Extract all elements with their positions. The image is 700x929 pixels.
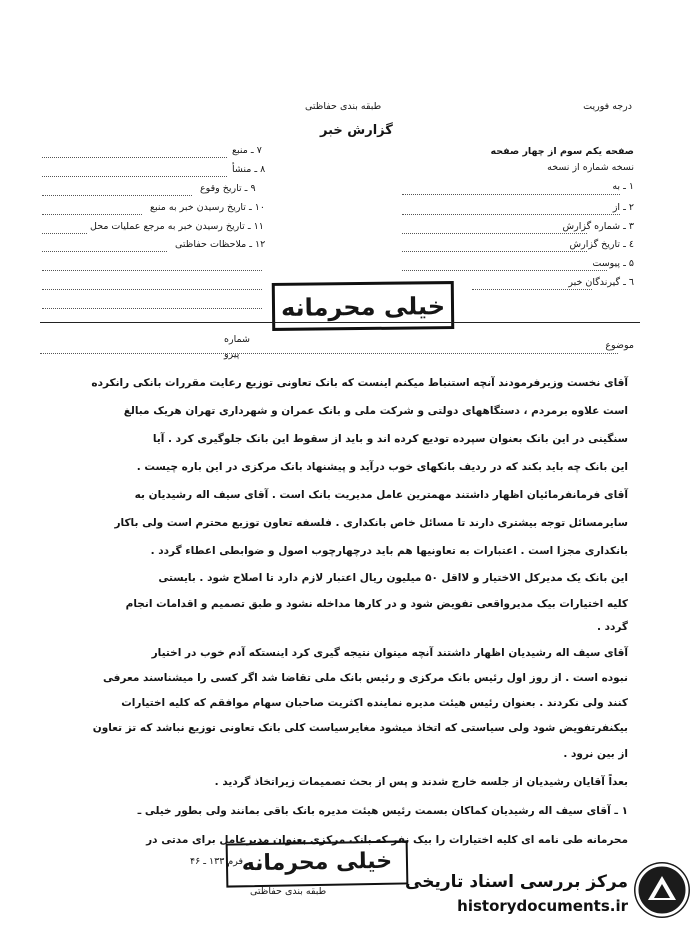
body-line: کنند ولی نکردند . بعنوان رئیس هیئت مدیره نماینده اکثریت صاحبان سهام موافقم که کلیه اختیارات: [121, 697, 628, 709]
field-attachment: ۵ ـ پیوست: [592, 258, 634, 269]
body-line: بیکنفرتفویض شود ولی سیاستی که اتخاذ میشود مغایرسیاست کلی بانک تعاونی توزیع نباشد که تز تعاون: [92, 722, 628, 734]
classification-label: طبقه بندی حفاظتی: [305, 101, 382, 112]
body-line: این بانک یک مدیرکل الاختیار و لااقل ۵۰ میلیون ریال اعتبار لازم دارد تا اصلاح شود . بایستی: [158, 572, 628, 584]
body-line: آقای سیف اله رشیدیان اظهار داشتند آنچه میتوان نتیجه گیری کرد اینستکه آدم خوب در اختیار: [151, 647, 628, 659]
body-line: کلیه اختیارات بیک مدیرواقعی تفویض شود و در کارها مداخله نشود و طبق تصمیم و اقدامات انجام: [125, 598, 628, 610]
field-source: ۷ ـ منبع: [232, 145, 262, 156]
margin-label-number: شماره: [224, 334, 250, 345]
body-line: این بانک چه باید بکند که در ردیف بانکهای خوب درآید و پیشنهاد بانک مرکزی در این باره چیست .: [136, 461, 628, 473]
field-security-notes: ۱۲ ـ ملاحظات حفاظتی: [175, 239, 266, 250]
closing-line: بعداً آقایان رشیدیان از جلسه خارج شدند و پس از بحث تصمیمات زیراتخاذ گردید .: [214, 776, 628, 788]
field-from: ۲ ـ از: [612, 202, 634, 213]
field-to: ۱ ـ به: [612, 181, 634, 192]
field-report-date: ٤ ـ تاریخ گزارش: [569, 239, 634, 250]
watermark-url: historydocuments.ir: [457, 897, 628, 915]
body-line: محرمانه طی نامه ای کلیه اختیارات را بیک نفر که بانک مرکزی بعنوان مدیرعامل برای مدتی در: [146, 834, 628, 846]
form-number: فرم ۱۳۳ ـ ۴۶: [190, 856, 244, 867]
field-receipt-date-source: ۱۰ ـ تاریخ رسیدن خبر به منبع: [150, 202, 265, 213]
bottom-stamp: خیلی محرمانه: [226, 840, 409, 887]
margin-label-follow: پیرو: [224, 349, 240, 360]
body-line: سایرمسائل توجه بیشتری دارند تا مسائل خاص بانکداری . فلسفه تعاون توزیع محترم است ولی باکار: [114, 517, 628, 529]
bottom-classification-label: طبقه بندی حفاظتی: [250, 886, 327, 897]
subject-label: موضوع: [605, 340, 634, 351]
priority-label: درجه فوریت: [583, 101, 632, 112]
field-receipt-date-ref: ۱۱ ـ تاریخ رسیدن خبر به مرجع عملیات محل: [90, 221, 264, 232]
body-line: گردد .: [596, 621, 628, 633]
body-line: سنگینی در این بانک بعنوان سپرده تودیع کرده اند و باید از سقوط این بانک جلوگیری کرد . آیا: [152, 433, 628, 445]
body-line: است علاوه برمردم ، دستگاههای دولتی و شرکت ملی و بانک عمران و شهرداری تهران هریک مبالغ: [123, 405, 628, 417]
field-occurrence-date: ۹ ـ تاریخ وقوع: [200, 183, 256, 194]
body-line: از بین نرود .: [563, 748, 628, 760]
field-page: صفحه یکم سوم از چهار صفحه: [490, 146, 634, 157]
body-line: نبوده است . از روز اول رئیس بانک مرکزی و رئیس بانک ملی تقاضا شد اگر کسی را میشناسند معرفی: [102, 672, 628, 684]
archive-logo-icon: [634, 862, 690, 918]
classification-stamp: خیلی محرمانه: [272, 281, 454, 331]
header-divider: [40, 322, 640, 323]
body-line: آقای فرمانفرمائیان اظهار داشتند مهمترین عامل مدیریت بانک است . آقای سیف اله رشیدیان به: [134, 489, 628, 501]
field-recipients: ٦ ـ گیرندگان خبر: [568, 277, 634, 288]
watermark-title: مرکز بررسی اسناد تاریخی: [405, 872, 628, 892]
body-line: آقای نخست وزیرفرمودند آنچه استنباط میکنم اینست که بانک تعاونی توزیع رعایت مقررات بانکی رانکرده: [91, 377, 628, 389]
form-title: گزارش خبر: [320, 123, 393, 138]
field-copy-number: نسخه شماره از نسخه: [547, 162, 634, 173]
body-line: بانکداری مجزا است . اعتبارات به تعاونیها هم باید درچهارچوب اصول و ضوابطی اعطاء گردد .: [150, 545, 628, 557]
field-origin: ۸ ـ منشأ: [232, 164, 266, 175]
body-line: ۱ ـ آقای سیف اله رشیدیان کماکان بسمت رئیس هیئت مدیره بانک باقی بمانند ولی بطور خیلی ـ: [137, 805, 628, 817]
field-report-number: ۳ ـ شماره گزارش: [562, 221, 634, 232]
